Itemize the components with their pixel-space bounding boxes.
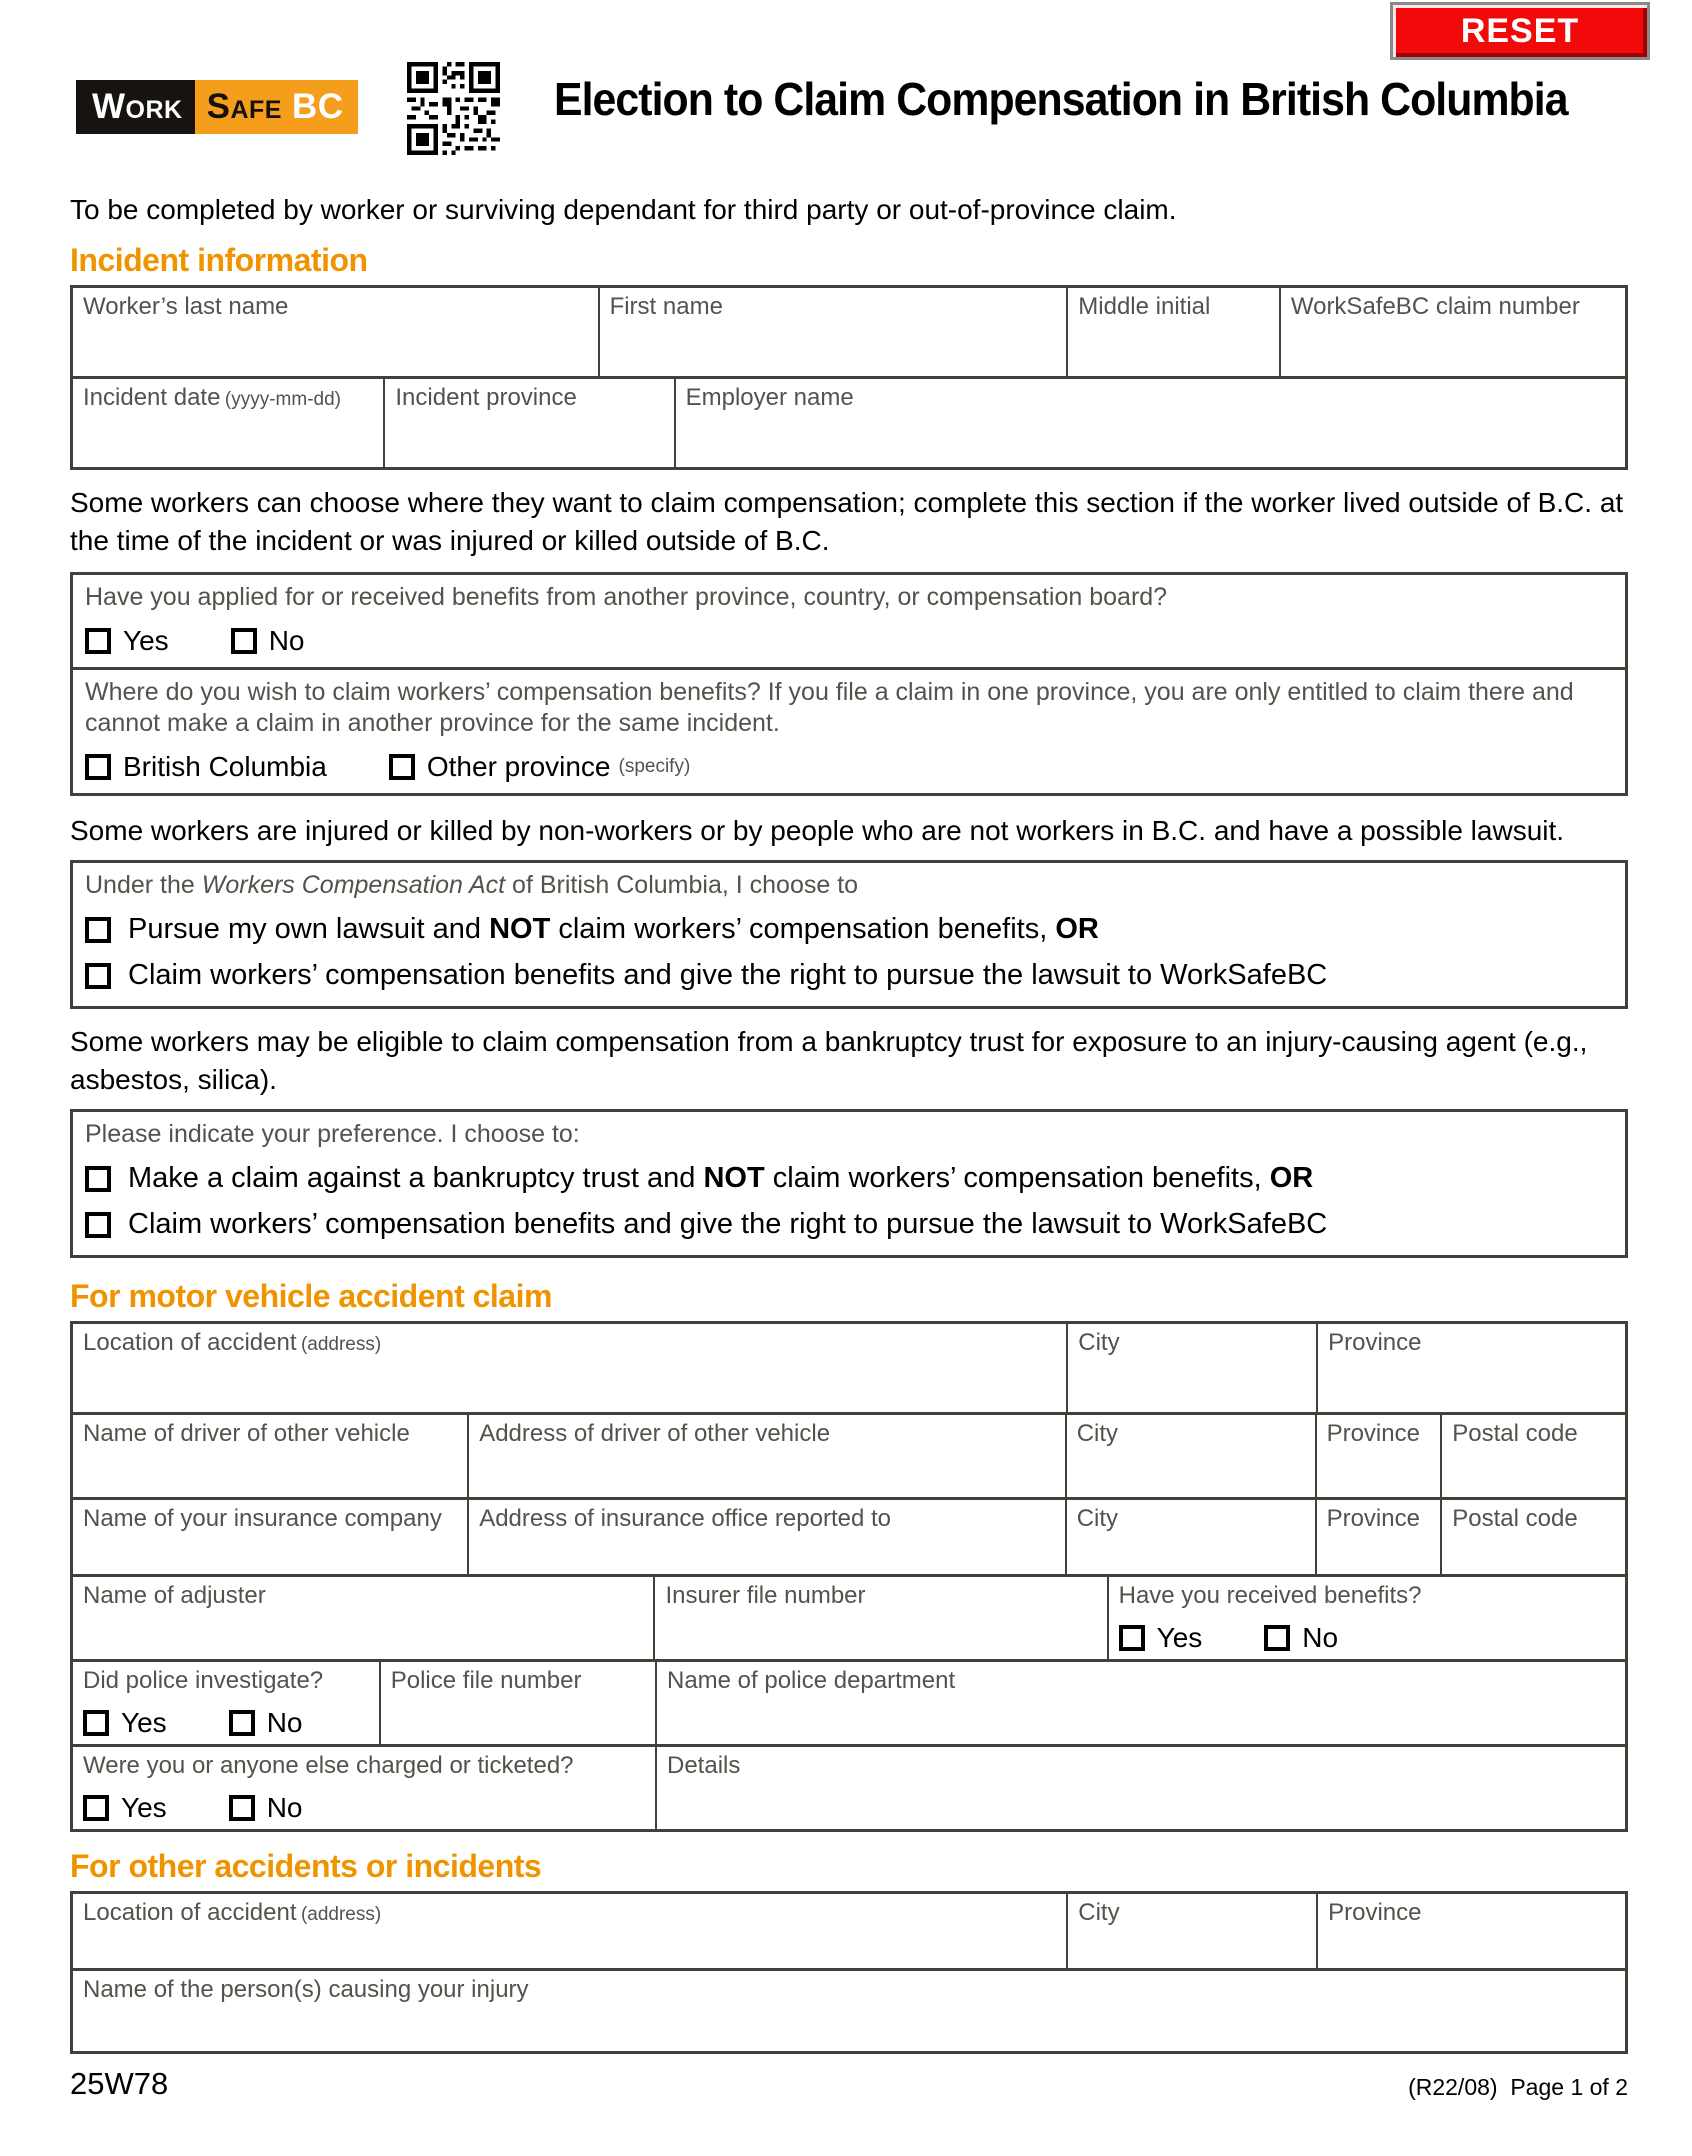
form-number: 25W78 (70, 2066, 169, 2101)
field-label: City (1078, 1329, 1120, 1356)
worksafebc-logo (76, 80, 358, 134)
reset-button[interactable]: RESET (1390, 2, 1650, 60)
field-insurance-postal-code[interactable] (1440, 1500, 1625, 1574)
field-incident-date[interactable] (73, 379, 383, 467)
question-charged-ticketed (73, 1747, 655, 1829)
checkbox-row (83, 1792, 645, 1824)
incident-information-table (70, 285, 1628, 470)
checkbox-police-no[interactable] (229, 1710, 255, 1736)
field-adjuster-name[interactable] (73, 1577, 653, 1659)
field-label: Name of your insurance company (83, 1505, 442, 1532)
field-other-location[interactable] (73, 1894, 1066, 1968)
logo-safe-text: Safe (206, 87, 282, 126)
question-applied-benefits (73, 575, 1625, 667)
field-label: Location of accident (83, 1329, 297, 1356)
section-heading-motor-vehicle: For motor vehicle accident claim (70, 1278, 552, 1314)
option-text: Claim workers’ compensation benefits and give the right to pursue the lawsuit to WorkSafeBC (128, 959, 1328, 991)
field-label: Police file number (390, 1667, 582, 1694)
option-text-part: claim workers’ compensation benefits, (764, 1162, 1270, 1194)
logo-bc-text: BC (291, 87, 344, 126)
question-police-investigate (73, 1662, 379, 1744)
table-row (73, 1659, 1625, 1744)
field-label: Did police investigate? (83, 1667, 324, 1694)
checkbox-label-yes: Yes (1156, 1622, 1203, 1653)
option-row (85, 913, 1613, 946)
section-heading-incident-information: Incident information (70, 242, 368, 278)
field-note: (address) (300, 1334, 382, 1355)
section-heading-other-accidents: For other accidents or incidents (70, 1848, 542, 1884)
bankruptcy-election-box (70, 1109, 1628, 1258)
option-text-part: Pursue my own lawsuit and (128, 913, 490, 945)
field-label: Province (1326, 1420, 1420, 1447)
table-row (73, 667, 1625, 793)
field-mv-city[interactable] (1066, 1324, 1316, 1412)
field-insurance-city[interactable] (1065, 1500, 1315, 1574)
other-accidents-table (70, 1891, 1628, 2054)
field-label: Incident date (83, 384, 221, 411)
option-text-bold: NOT (489, 913, 551, 945)
field-police-file-number[interactable] (379, 1662, 655, 1744)
field-label: Province (1328, 1899, 1422, 1926)
checkbox-label-british-columbia: British Columbia (123, 751, 327, 782)
paragraph-lawsuit: Some workers are injured or killed by non-workers or by people who are not workers in B.C. and have a possible lawsuit. (70, 815, 1565, 846)
field-police-department[interactable] (655, 1662, 1625, 1744)
lawsuit-preamble (85, 871, 1613, 900)
field-label: Worker’s last name (83, 293, 289, 320)
field-label: City (1076, 1420, 1119, 1447)
field-driver-province[interactable] (1315, 1415, 1441, 1497)
table-row (73, 1744, 1625, 1829)
field-format-note: (yyyy-mm-dd) (224, 389, 341, 410)
question-received-benefits (1107, 1577, 1625, 1659)
question-text: Have you applied for or received benefits from another province, country, or compensation board? (85, 583, 1168, 611)
checkbox-row (85, 751, 1613, 783)
field-insurer-file-number[interactable] (653, 1577, 1106, 1659)
field-insurance-address[interactable] (467, 1500, 1065, 1574)
field-label: Incident province (395, 384, 577, 411)
checkbox-charged-yes[interactable] (83, 1795, 109, 1821)
checkbox-row (1119, 1622, 1615, 1654)
checkbox-bankruptcy-claim-compensation[interactable] (85, 1212, 111, 1238)
option-text (128, 1162, 1313, 1195)
option-row (85, 1208, 1613, 1241)
option-text-bold: OR (1269, 1162, 1314, 1194)
logo-work-segment: Work (76, 80, 195, 134)
field-label: Location of accident (83, 1899, 297, 1926)
option-text-part: Make a claim against a bankruptcy trust and (128, 1162, 704, 1194)
option-row (85, 1162, 1613, 1195)
logo-safe-segment (195, 80, 358, 134)
qr-code-icon (407, 62, 500, 155)
checkbox-label-yes: Yes (123, 625, 169, 656)
checkbox-label-no: No (266, 1707, 303, 1738)
field-label: WorkSafeBC claim number (1290, 293, 1580, 320)
field-driver-name[interactable] (73, 1415, 467, 1497)
field-charge-details[interactable] (655, 1747, 1625, 1829)
field-driver-address[interactable] (467, 1415, 1065, 1497)
checkbox-row (85, 625, 1613, 657)
field-mv-province[interactable] (1316, 1324, 1625, 1412)
field-other-province[interactable] (1316, 1894, 1625, 1968)
field-person-causing-injury[interactable] (73, 1971, 1625, 2051)
question-where-claim (73, 670, 1625, 793)
field-label: Name of police department (666, 1667, 956, 1694)
field-claim-number[interactable] (1279, 288, 1625, 376)
checkbox-other-province[interactable] (389, 754, 415, 780)
field-label: Middle initial (1078, 293, 1211, 320)
option-row (85, 959, 1613, 992)
field-label: City (1076, 1505, 1119, 1532)
checkbox-applied-no[interactable] (231, 628, 257, 654)
field-label: Province (1326, 1505, 1420, 1532)
field-label: Name of the person(s) causing your injury (83, 1976, 529, 2003)
checkbox-charged-no[interactable] (229, 1795, 255, 1821)
field-label: Insurer file number (665, 1582, 866, 1609)
question-text: Where do you wish to claim workers’ compensation benefits? If you file a claim in one province, you are only entitled to claim there and cannot make a claim in another province for the same incident. (85, 678, 1574, 737)
table-row (73, 1968, 1625, 2051)
table-row (73, 376, 1625, 467)
checkbox-benefits-yes[interactable] (1119, 1625, 1145, 1651)
field-insurance-company[interactable] (73, 1500, 467, 1574)
field-label: Name of driver of other vehicle (83, 1420, 410, 1447)
preamble-text: Under the (85, 871, 202, 899)
field-label: Postal code (1452, 1505, 1578, 1532)
checkbox-label-no: No (1302, 1622, 1339, 1653)
field-label: Employer name (685, 384, 854, 411)
field-workers-last-name[interactable] (73, 288, 598, 376)
field-note: (address) (300, 1904, 382, 1925)
checkbox-police-yes[interactable] (83, 1710, 109, 1736)
bankruptcy-preamble: Please indicate your preference. I choose to: (85, 1120, 580, 1148)
checkbox-label-yes: Yes (121, 1707, 167, 1738)
page-title: Election to Claim Compensation in British Columbia (554, 73, 1568, 125)
field-label: Details (667, 1752, 741, 1779)
paragraph-bankruptcy: Some workers may be eligible to claim compensation from a bankruptcy trust for exposure to an injury-causing agent (e.g., asbestos, silica). (70, 1026, 1588, 1095)
checkbox-label-no: No (266, 1792, 303, 1823)
paragraph-outside-bc: Some workers can choose where they want to claim compensation; complete this section if the worker lived outside of B.C. at the time of the incident or was injured or killed outside of B.C. (70, 487, 1624, 556)
table-row (73, 1894, 1625, 1968)
field-first-name[interactable] (598, 288, 1067, 376)
checkbox-pursue-own-lawsuit[interactable] (85, 917, 111, 943)
field-insurance-province[interactable] (1315, 1500, 1441, 1574)
field-label: City (1078, 1899, 1120, 1926)
checkbox-bankruptcy-trust-claim[interactable] (85, 1166, 111, 1192)
field-mv-location[interactable] (73, 1324, 1066, 1412)
form-instruction: To be completed by worker or surviving dependant for third party or out-of-province claim. (70, 194, 1177, 225)
field-middle-initial[interactable] (1066, 288, 1279, 376)
lawsuit-election-box (70, 860, 1628, 1009)
field-label: Have you received benefits? (1118, 1582, 1422, 1609)
checkbox-label-other-province: Other province (426, 751, 611, 782)
page-footer (70, 2066, 1628, 2102)
option-text-part: claim workers’ compensation benefits, (550, 913, 1056, 945)
specify-note: (specify) (618, 756, 691, 777)
field-label: Address of driver of other vehicle (479, 1420, 831, 1447)
option-text-bold: OR (1055, 913, 1099, 945)
field-label: Province (1328, 1329, 1422, 1356)
field-label: Were you or anyone else charged or ticketed? (83, 1752, 574, 1779)
form-header (70, 0, 1628, 152)
motor-vehicle-table (70, 1321, 1628, 1832)
field-other-city[interactable] (1066, 1894, 1316, 1968)
table-row (73, 1412, 1625, 1497)
act-name-italic: Workers Compensation Act (201, 871, 506, 899)
field-employer-name[interactable] (674, 379, 1625, 467)
table-row (73, 288, 1625, 376)
checkbox-claim-compensation[interactable] (85, 963, 111, 989)
checkbox-benefits-no[interactable] (1264, 1625, 1290, 1651)
checkbox-row (83, 1707, 369, 1739)
option-text: Claim workers’ compensation benefits and give the right to pursue the lawsuit to WorkSafeBC (128, 1208, 1328, 1240)
field-incident-province[interactable] (383, 379, 673, 467)
field-label: First name (609, 293, 723, 320)
field-label: Name of adjuster (83, 1582, 266, 1609)
checkbox-applied-yes[interactable] (85, 628, 111, 654)
option-text (128, 913, 1099, 946)
table-row (73, 1574, 1625, 1659)
table-row (73, 1324, 1625, 1412)
field-label: Postal code (1452, 1420, 1578, 1447)
table-row (73, 575, 1625, 667)
field-label: Address of insurance office reported to (479, 1505, 891, 1532)
option-text-bold: NOT (703, 1162, 765, 1194)
field-driver-postal-code[interactable] (1440, 1415, 1625, 1497)
preamble-text: of British Columbia, I choose to (505, 871, 859, 899)
checkbox-label-yes: Yes (121, 1792, 167, 1823)
table-row (73, 1497, 1625, 1574)
checkbox-label-no: No (268, 625, 305, 656)
revision-page-number: (R22/08) Page 1 of 2 (1408, 2074, 1628, 2100)
outside-bc-question-box (70, 572, 1628, 796)
field-driver-city[interactable] (1065, 1415, 1315, 1497)
checkbox-british-columbia[interactable] (85, 754, 111, 780)
